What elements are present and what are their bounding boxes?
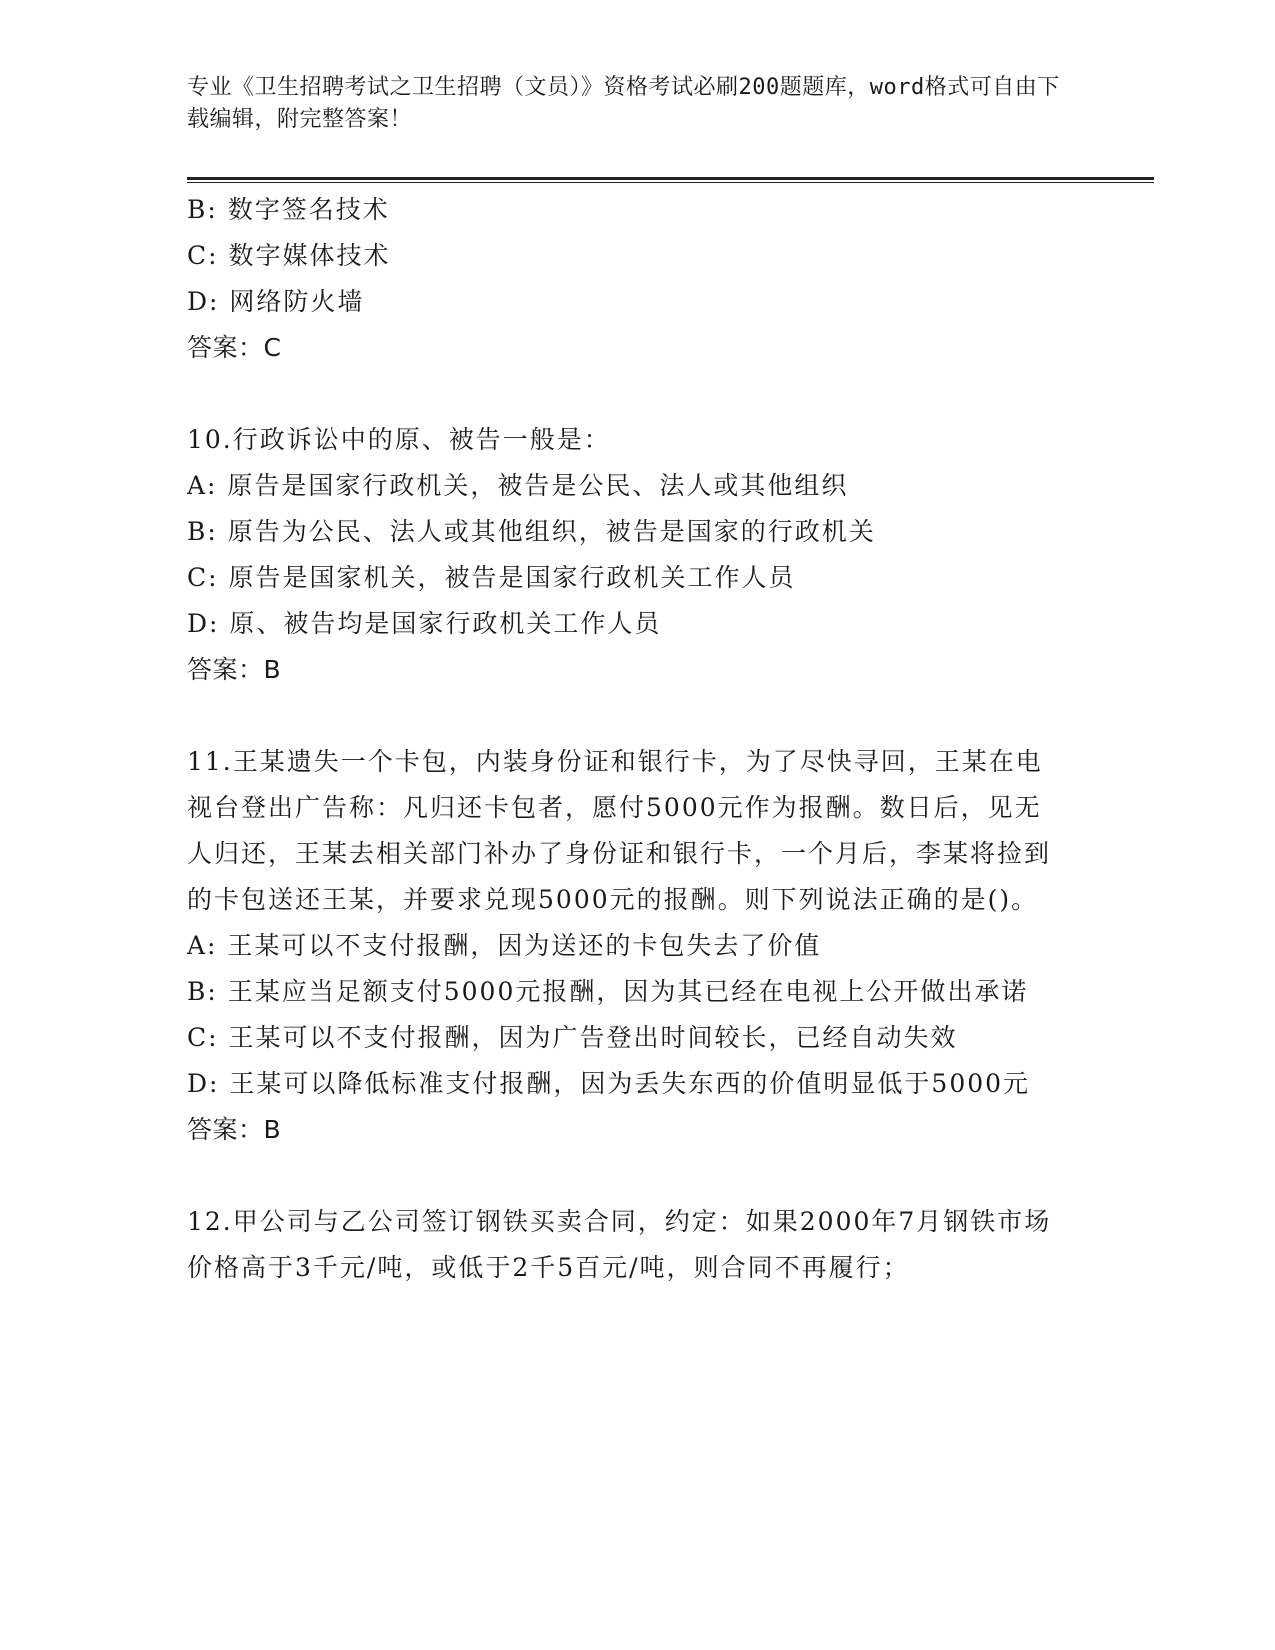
option-a: A: 王某可以不支付报酬，因为送还的卡包失去了价值 [187,931,822,960]
question-content [187,187,1067,1291]
option-d: D: 原、被告均是国家行政机关工作人员 [187,609,662,638]
spacer [187,1153,1067,1199]
answer-line: 答案：B [187,655,282,684]
option-d: D: 王某可以降低标准支付报酬，因为丢失东西的价值明显低于5000元 [187,1069,1031,1098]
spacer [187,693,1067,739]
question-11 [187,739,1067,1153]
question-10 [187,417,1067,693]
question-stem: 11.王某遗失一个卡包，内装身份证和银行卡，为了尽快寻回，王某在电视台登出广告称：凡归还卡包者，愿付5000元作为报酬。数日后，见无人归还，王某去相关部门补办了身份证和银行卡，一个月后，李某将捡到的卡包送还王某，并要求兑现5000元的报酬。则下列说法正确的是()。 [187,747,1052,914]
option-b: B: 王某应当足额支付5000元报酬，因为其已经在电视上公开做出承诺 [187,977,1029,1006]
option-b: B: 原告为公民、法人或其他组织，被告是国家的行政机关 [187,517,876,546]
option-c: C: 数字媒体技术 [187,241,391,270]
header-divider-thick [187,177,1154,180]
question-9-continued [187,187,1067,371]
question-stem: 10.行政诉讼中的原、被告一般是： [187,425,611,454]
option-c: C: 原告是国家机关，被告是国家行政机关工作人员 [187,563,796,592]
answer-line: 答案：C [187,333,282,362]
option-c: C: 王某可以不支付报酬，因为广告登出时间较长，已经自动失效 [187,1023,958,1052]
header-divider-thin [187,182,1154,183]
option-d: D: 网络防火墙 [187,287,365,316]
spacer [187,371,1067,417]
document-header: 专业《卫生招聘考试之卫生招聘（文员）》资格考试必刷200题题库，word格式可自由下载编辑，附完整答案！ [187,75,1060,132]
question-stem: 12.甲公司与乙公司签订钢铁买卖合同，约定：如果2000年7月钢铁市场价格高于3千元/吨，或低于2千5百元/吨，则合同不再履行； [187,1207,1052,1282]
option-a: A: 原告是国家行政机关，被告是公民、法人或其他组织 [187,471,849,500]
option-b: B: 数字签名技术 [187,195,390,224]
question-12 [187,1199,1067,1291]
answer-line: 答案：B [187,1115,282,1144]
